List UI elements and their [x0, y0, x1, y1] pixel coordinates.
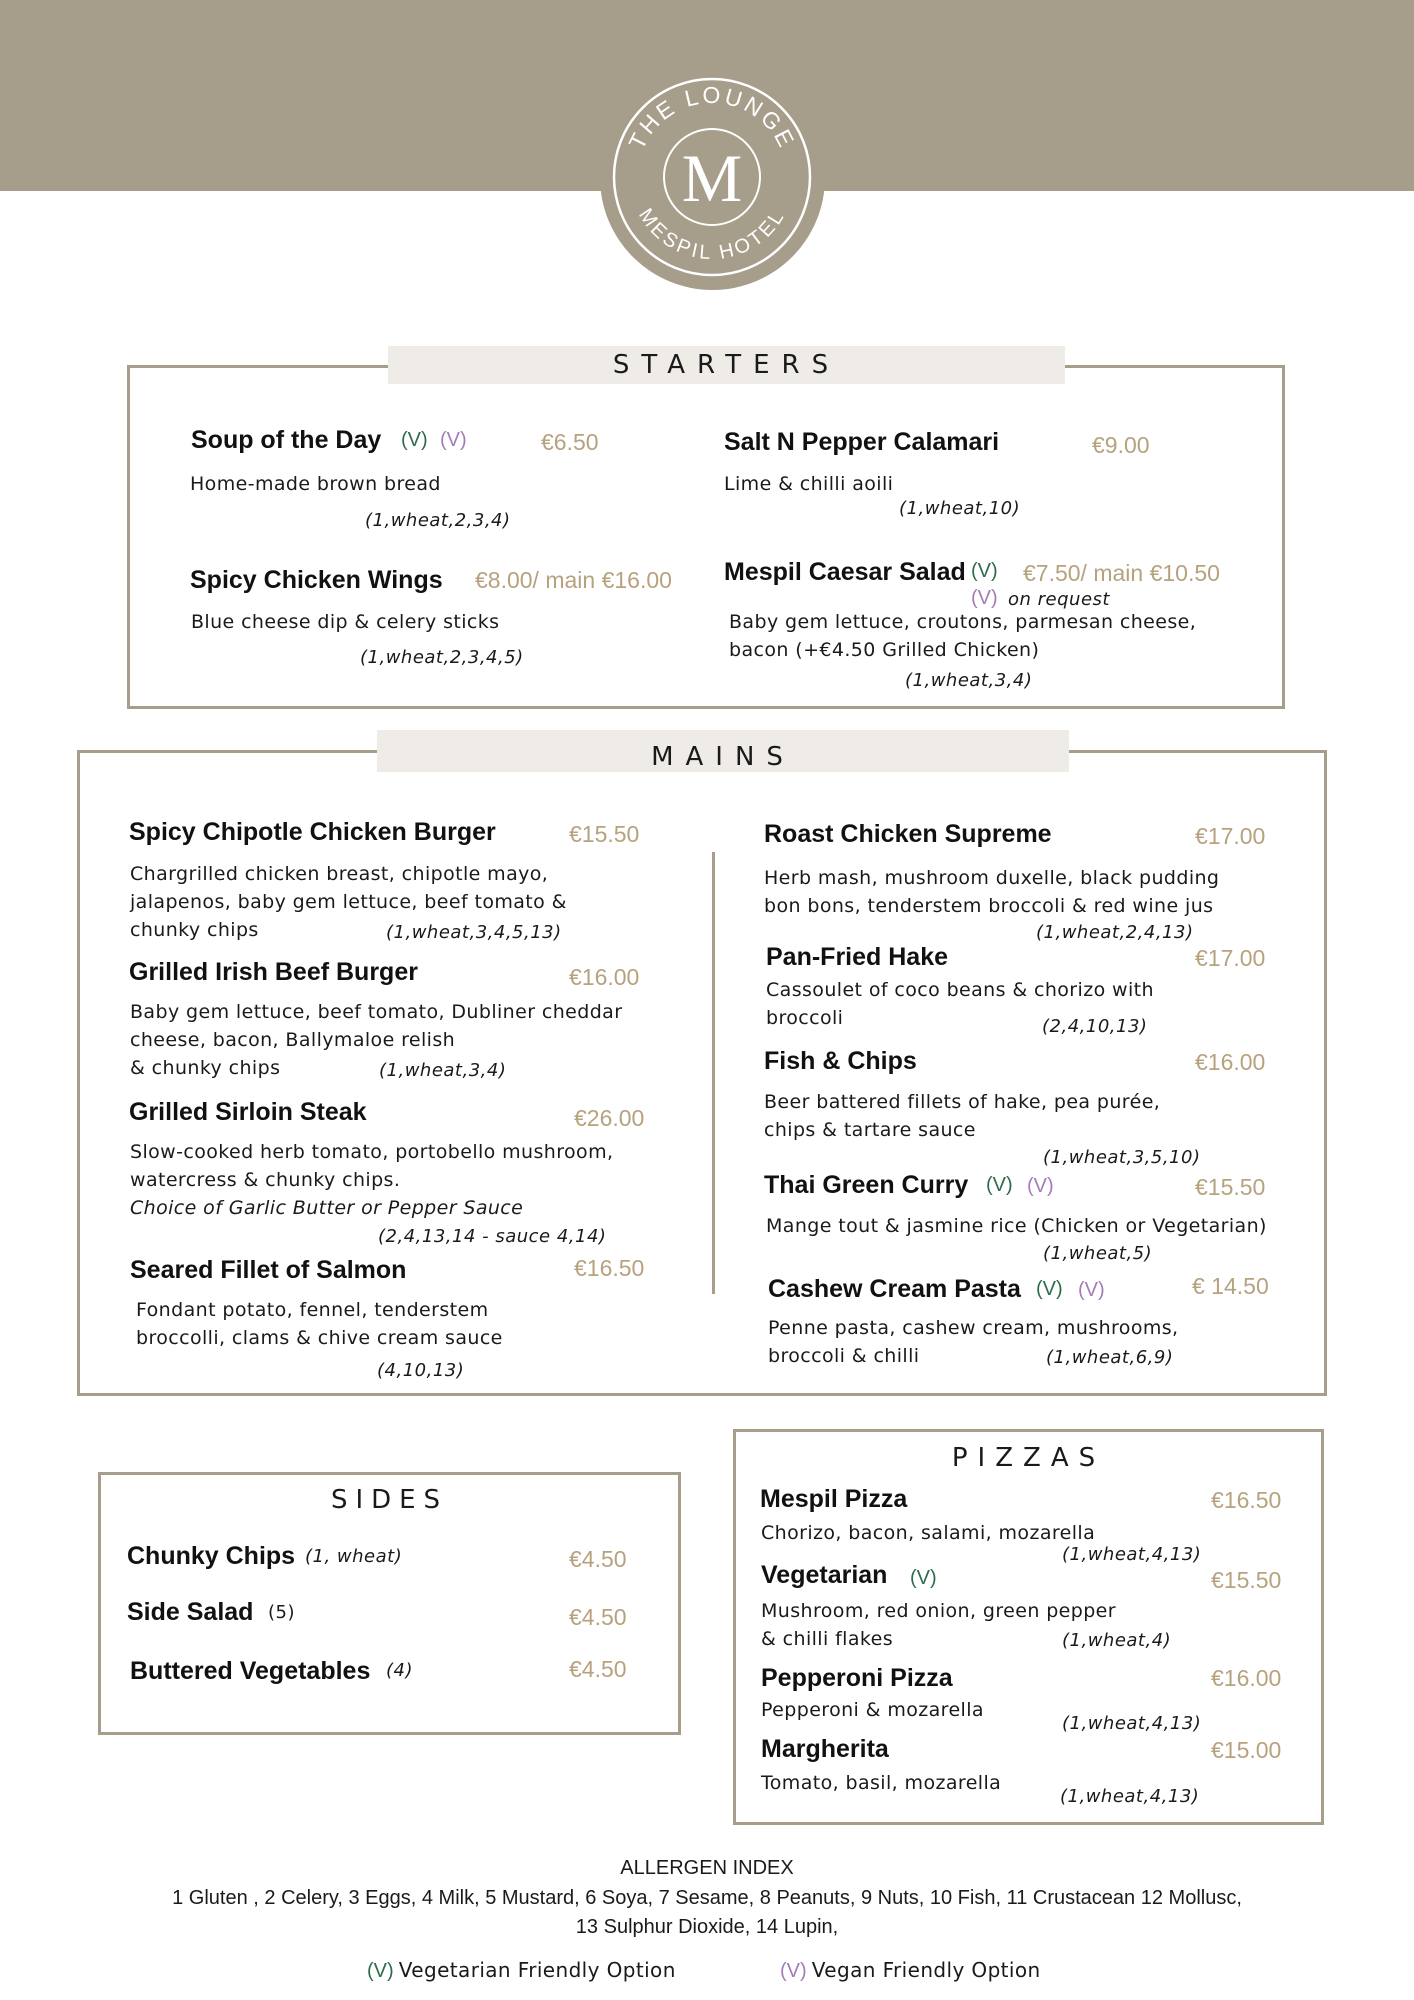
menu-item-description: Fondant potato, fennel, tenderstem	[136, 1299, 489, 1321]
menu-item-name: Mespil Pizza	[760, 1485, 908, 1513]
vegan-marker: (V)	[440, 429, 467, 451]
menu-item-description: Beer battered fillets of hake, pea purée,	[764, 1091, 1161, 1113]
menu-item-description: Baby gem lettuce, croutons, parmesan cheese,	[729, 611, 1197, 633]
legend-vegetarian	[367, 1956, 676, 1985]
menu-item-price: €8.00/ main €16.00	[475, 567, 672, 593]
menu-item-price: €4.50	[569, 1604, 627, 1630]
menu-item-name: Vegetarian	[761, 1561, 888, 1589]
menu-item-name: Margherita	[761, 1735, 889, 1763]
menu-item-name: Soup of the Day	[191, 426, 382, 454]
menu-item-name: Fish & Chips	[764, 1047, 917, 1075]
menu-item-name: Seared Fillet of Salmon	[130, 1256, 407, 1284]
menu-item-allergens: (1,wheat,4)	[1062, 1630, 1172, 1651]
menu-item-price: €16.00	[569, 964, 640, 990]
vegetarian-marker: (V)	[910, 1567, 937, 1589]
vegetarian-marker: (V)	[1036, 1278, 1063, 1300]
menu-item-allergens: (1,wheat,4,13)	[1062, 1544, 1202, 1565]
vegetarian-marker: (V)	[401, 429, 428, 451]
mains-title: MAINS	[377, 730, 1069, 772]
menu-item-name: Spicy Chicken Wings	[190, 566, 443, 594]
menu-item-allergens: (5)	[268, 1602, 295, 1623]
menu-item-allergens: (1,wheat,10)	[899, 498, 1021, 519]
menu-item-allergens: (1,wheat,2,3,4,5)	[360, 647, 524, 668]
menu-item-description: Cassoulet of coco beans & chorizo with	[766, 979, 1154, 1001]
menu-item-name: Salt N Pepper Calamari	[724, 428, 1000, 456]
menu-item-allergens: (1,wheat,6,9)	[1046, 1347, 1174, 1368]
menu-item-allergens: (1,wheat,4,13)	[1060, 1786, 1200, 1807]
menu-item-name: Spicy Chipotle Chicken Burger	[129, 818, 496, 846]
menu-item-description: bacon (+€4.50 Grilled Chicken)	[729, 639, 1040, 661]
menu-item-name: Grilled Sirloin Steak	[129, 1098, 367, 1126]
menu-item-allergens: (1,wheat,2,3,4)	[365, 510, 511, 531]
legend-vegan	[780, 1956, 1041, 1985]
menu-item-description: Herb mash, mushroom duxelle, black pudding	[764, 867, 1220, 889]
menu-item-price: €6.50	[541, 429, 599, 455]
menu-item-price: €16.00	[1195, 1049, 1266, 1075]
menu-item-description: Slow-cooked herb tomato, portobello mushroom,	[130, 1141, 614, 1163]
menu-item-description: broccolli, clams & chive cream sauce	[136, 1327, 503, 1349]
menu-item-description: broccoli & chilli	[768, 1345, 920, 1367]
sides-title: SIDES	[330, 1485, 449, 1515]
menu-item-description: chips & tartare sauce	[764, 1119, 976, 1141]
menu-item-name: Mespil Caesar Salad	[724, 558, 966, 586]
vegetarian-marker: (V)	[986, 1174, 1013, 1196]
logo-letter: M	[681, 140, 743, 216]
menu-item-allergens: (4)	[386, 1660, 413, 1681]
legend-label: Vegetarian Friendly Option	[398, 1958, 676, 1982]
menu-item-name: Grilled Irish Beef Burger	[129, 958, 418, 986]
menu-item-name: Side Salad	[127, 1598, 254, 1626]
logo-emblem-icon	[600, 65, 825, 290]
menu-item-price: €15.50	[1211, 1567, 1282, 1593]
menu-item-description: & chilli flakes	[761, 1628, 894, 1650]
menu-item-name: Roast Chicken Supreme	[764, 820, 1052, 848]
menu-item-description: Mushroom, red onion, green pepper	[761, 1600, 1116, 1622]
menu-item-price: €16.50	[1211, 1487, 1282, 1513]
menu-item-price: €9.00	[1092, 432, 1150, 458]
menu-item-price: €15.50	[1195, 1174, 1266, 1200]
menu-item-description: bon bons, tenderstem broccoli & red wine jus	[764, 895, 1214, 917]
vegan-marker: (V)	[780, 1960, 807, 1982]
menu-item-allergens: (1,wheat,4,13)	[1062, 1713, 1202, 1734]
menu-item-price: €4.50	[569, 1546, 627, 1572]
menu-item-price: €16.00	[1211, 1665, 1282, 1691]
menu-item-description: cheese, bacon, Ballymaloe relish	[130, 1029, 456, 1051]
menu-item-price: € 14.50	[1192, 1273, 1269, 1299]
menu-item-description: & chunky chips	[130, 1057, 281, 1079]
pizzas-title: PIZZAS	[951, 1443, 1106, 1473]
allergen-index-line: 13 Sulphur Dioxide, 14 Lupin,	[575, 1916, 839, 1938]
menu-item-description: Penne pasta, cashew cream, mushrooms,	[768, 1317, 1179, 1339]
on-request-note: on request	[1008, 589, 1110, 610]
menu-item-allergens: (1, wheat)	[305, 1546, 403, 1567]
starters-box	[127, 365, 1285, 709]
menu-item-allergens: (2,4,13,14 - sauce 4,14)	[378, 1226, 607, 1247]
menu-item-description: chunky chips	[130, 919, 259, 941]
vegan-marker: (V)	[1078, 1279, 1105, 1301]
menu-item-description: watercress & chunky chips.	[130, 1169, 401, 1191]
vegan-marker: (V)	[1027, 1175, 1054, 1197]
menu-item-name: Thai Green Curry	[764, 1171, 969, 1199]
menu-item-name: Pepperoni Pizza	[761, 1664, 953, 1692]
menu-item-description: Baby gem lettuce, beef tomato, Dubliner cheddar	[130, 1001, 623, 1023]
allergen-index-line: 1 Gluten , 2 Celery, 3 Eggs, 4 Milk, 5 Mustard, 6 Soya, 7 Sesame, 8 Peanuts, 9 Nuts, 10 Fish, 11 Crustacean 12 Mollusc,	[172, 1887, 1242, 1909]
menu-item-name: Cashew Cream Pasta	[768, 1275, 1021, 1303]
menu-item-price: €16.50	[574, 1255, 645, 1281]
menu-item-description: Lime & chilli aoili	[724, 473, 894, 495]
menu-item-price: €26.00	[574, 1105, 645, 1131]
vegan-marker: (V)	[971, 587, 998, 609]
allergen-index-title: ALLERGEN INDEX	[620, 1857, 794, 1879]
menu-item-allergens: (1,wheat,5)	[1043, 1243, 1153, 1264]
legend-label: Vegan Friendly Option	[811, 1958, 1041, 1982]
menu-item-allergens: (4,10,13)	[377, 1360, 465, 1381]
menu-item-price: €15.00	[1211, 1737, 1282, 1763]
menu-item-description: broccoli	[766, 1007, 844, 1029]
menu-item-description: Blue cheese dip & celery sticks	[191, 611, 500, 633]
menu-item-description: Chorizo, bacon, salami, mozarella	[761, 1522, 1096, 1544]
menu-item-name: Pan-Fried Hake	[766, 943, 949, 971]
menu-item-name: Chunky Chips	[127, 1542, 296, 1570]
menu-item-price: €17.00	[1195, 945, 1266, 971]
menu-item-price: €15.50	[569, 821, 640, 847]
menu-item-description: Choice of Garlic Butter or Pepper Sauce	[130, 1197, 524, 1219]
menu-item-allergens: (2,4,10,13)	[1042, 1016, 1148, 1037]
menu-item-description: Tomato, basil, mozarella	[761, 1772, 1002, 1794]
mains-divider	[712, 852, 715, 1294]
menu-item-price: €17.00	[1195, 823, 1266, 849]
menu-item-description: Pepperoni & mozarella	[761, 1699, 984, 1721]
menu-item-price: €7.50/ main €10.50	[1023, 560, 1220, 586]
menu-item-allergens: (1,wheat,3,4)	[379, 1060, 507, 1081]
menu-item-description: Home-made brown bread	[190, 473, 441, 495]
menu-item-description: Chargrilled chicken breast, chipotle mayo,	[130, 863, 549, 885]
menu-item-allergens: (1,wheat,3,4,5,13)	[386, 922, 562, 943]
menu-item-allergens: (1,wheat,3,5,10)	[1043, 1147, 1201, 1168]
logo-top-text: THE LOUNGE	[623, 81, 801, 154]
menu-item-description: jalapenos, baby gem lettuce, beef tomato &	[130, 891, 567, 913]
menu-item-description: Mange tout & jasmine rice (Chicken or Vegetarian)	[766, 1215, 1267, 1237]
vegetarian-marker: (V)	[971, 560, 998, 582]
menu-item-name: Buttered Vegetables	[130, 1657, 371, 1685]
lounge-logo	[600, 65, 825, 290]
menu-item-allergens: (1,wheat,3,4)	[905, 670, 1033, 691]
logo-bottom-text: MESPIL HOTEL	[634, 204, 790, 265]
starters-title: STARTERS	[388, 346, 1065, 384]
menu-item-allergens: (1,wheat,2,4,13)	[1036, 922, 1194, 943]
vegetarian-marker: (V)	[367, 1960, 394, 1982]
menu-item-price: €4.50	[569, 1656, 627, 1682]
